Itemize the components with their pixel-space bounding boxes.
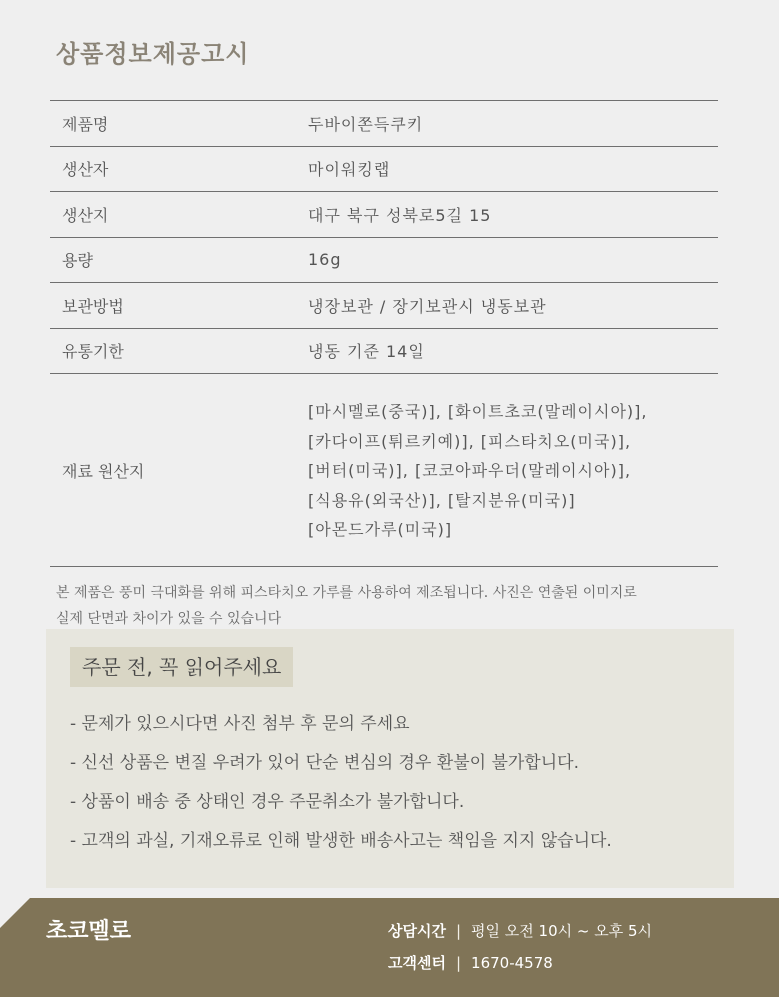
row-value-product-name: 두바이쫀득쿠키 — [308, 114, 424, 134]
ingredient-line: [마시멜로(중국)], [화이트초코(말레이시아)], — [308, 402, 648, 422]
row-label-producer: 생산자 — [62, 160, 109, 180]
row-value-ingredients — [308, 395, 718, 545]
table-row — [50, 283, 718, 329]
consult-hours — [388, 920, 652, 941]
table-row — [50, 192, 718, 238]
order-notice-heading: 주문 전, 꼭 읽어주세요 — [70, 647, 293, 687]
table-row — [50, 329, 718, 375]
row-label-ingredients: 재료 원산지 — [62, 461, 145, 481]
product-info-table — [50, 100, 718, 567]
row-value-origin: 대구 북구 성북로5길 15 — [308, 205, 492, 225]
page-title: 상품정보제공고시 — [56, 40, 250, 68]
notice-line: 본 제품은 풍미 극대화를 위해 피스타치오 가루를 사용하여 제조됩니다. 사진은 연출된 이미지로 — [56, 585, 637, 601]
row-label-origin: 생산지 — [62, 205, 109, 225]
row-value-producer: 마이워킹랩 — [308, 160, 391, 180]
list-item: - 신선 상품은 변질 우려가 있어 단순 변심의 경우 환불이 불가합니다. — [70, 753, 579, 773]
footer-corner-notch — [0, 898, 30, 928]
order-notice-list — [70, 705, 612, 861]
brand-name: 초코멜로 — [46, 919, 132, 944]
row-label-storage: 보관방법 — [62, 296, 124, 316]
list-item: - 고객의 과실, 기재오류로 인해 발생한 배송사고는 책임을 지지 않습니다. — [70, 831, 612, 851]
customer-center — [388, 952, 553, 973]
divider: | — [455, 921, 462, 940]
list-item: - 상품이 배송 중 상태인 경우 주문취소가 불가합니다. — [70, 792, 465, 812]
ingredient-line: [아몬드가루(미국)] — [308, 520, 453, 540]
consult-hours-value: 평일 오전 10시 ~ 오후 5시 — [471, 922, 652, 940]
customer-center-phone[interactable]: 1670-4578 — [471, 953, 553, 972]
table-row — [50, 101, 718, 147]
notice-line: 실제 단면과 차이가 있을 수 있습니다 — [56, 611, 282, 627]
product-notice — [56, 580, 736, 632]
ingredient-line: [카다이프(튀르키예)], [피스타치오(미국)], — [308, 431, 632, 451]
divider: | — [455, 953, 462, 972]
row-value-storage: 냉장보관 / 장기보관시 냉동보관 — [308, 296, 547, 316]
consult-hours-label: 상담시간 — [388, 922, 446, 940]
footer — [0, 898, 779, 997]
row-label-capacity: 용량 — [62, 251, 93, 271]
table-row-ingredients — [50, 374, 718, 567]
table-row — [50, 238, 718, 284]
row-label-product-name: 제품명 — [62, 114, 109, 134]
row-label-expiry: 유통기한 — [62, 342, 124, 362]
ingredient-line: [버터(미국)], [코코아파우더(말레이시아)], — [308, 461, 632, 481]
row-value-expiry: 냉동 기준 14일 — [308, 342, 425, 362]
row-value-capacity: 16g — [308, 250, 342, 270]
table-row — [50, 147, 718, 193]
customer-center-label: 고객센터 — [388, 954, 446, 972]
ingredient-line: [식용유(외국산)], [탈지분유(미국)] — [308, 490, 576, 510]
list-item: - 문제가 있으시다면 사진 첨부 후 문의 주세요 — [70, 714, 410, 734]
order-notice-box — [46, 629, 734, 888]
